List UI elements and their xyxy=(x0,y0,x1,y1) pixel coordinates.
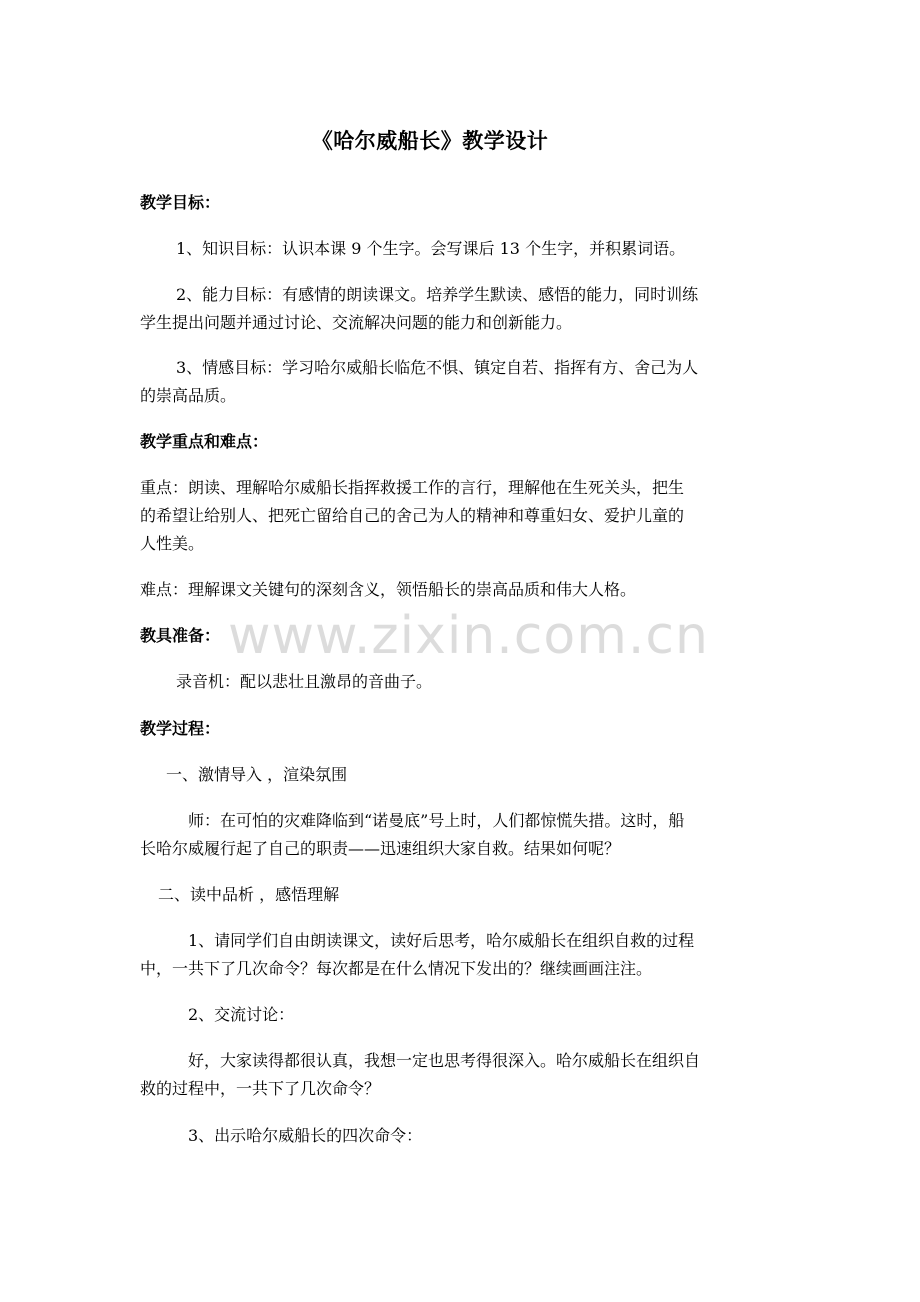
watermark-text: www.zixin.com.cn xyxy=(228,606,709,666)
focus-line-1: 重点：朗读、理解哈尔威船长指挥救援工作的言行，理解他在生死关头，把生 xyxy=(140,478,685,497)
document-title: 《哈尔威船长》教学设计 xyxy=(311,129,549,153)
materials-item: 录音机：配以悲壮且激昂的音曲子。 xyxy=(176,672,433,691)
step-2-1-line-2: 中，一共下了几次命令？每次都是在什么情况下发出的？继续画画注注。 xyxy=(140,959,653,978)
step-1-para-line-1: 师：在可怕的灾难降临到“诺曼底”号上时，人们都惊慌失措。这时，船 xyxy=(188,811,685,830)
process-step-2: 二、读中品析 ，感悟理解 xyxy=(158,885,340,904)
keypoints-heading: 教学重点和难点： xyxy=(140,432,269,451)
goals-heading: 教学目标： xyxy=(140,193,221,212)
step-2-2: 2、交流讨论： xyxy=(188,1005,295,1024)
process-step-1: 一、激情导入 ，渲染氛围 xyxy=(166,765,348,784)
process-heading: 教学过程： xyxy=(140,719,221,738)
step-2-2-para-line-1: 好，大家读得都很认真，我想一定也思考得很深入。哈尔威船长在组织自 xyxy=(188,1051,701,1070)
goal-ability-line-2: 学生提出问题并通过讨论、交流解决问题的能力和创新能力。 xyxy=(140,313,573,332)
step-2-1-line-1: 1、请同学们自由朗读课文，读好后思考，哈尔威船长在组织自救的过程 xyxy=(188,931,695,950)
focus-line-3: 人性美。 xyxy=(140,534,205,553)
step-2-3: 3、出示哈尔威船长的四次命令： xyxy=(188,1126,423,1145)
materials-heading: 教具准备： xyxy=(140,626,221,645)
goal-emotion-line-2: 的崇高品质。 xyxy=(140,386,237,405)
goal-knowledge: 1、知识目标：认识本课 9 个生字。会写课后 13 个生字，并积累词语。 xyxy=(176,239,686,258)
difficulty-line: 难点：理解课文关键句的深刻含义，领悟船长的崇高品质和伟大人格。 xyxy=(140,580,637,599)
focus-line-2: 的希望让给别人、把死亡留给自己的舍己为人的精神和尊重妇女、爱护儿童的 xyxy=(140,506,685,525)
step-2-2-para-line-2: 救的过程中，一共下了几次命令？ xyxy=(140,1079,381,1098)
goal-ability-line-1: 2、能力目标：有感情的朗读课文。培养学生默读、感悟的能力，同时训练 xyxy=(176,285,699,304)
goal-emotion-line-1: 3、情感目标：学习哈尔威船长临危不惧、镇定自若、指挥有方、舍己为人 xyxy=(176,358,699,377)
step-1-para-line-2: 长哈尔威履行起了自己的职责——迅速组织大家自救。结果如何呢？ xyxy=(140,839,621,858)
